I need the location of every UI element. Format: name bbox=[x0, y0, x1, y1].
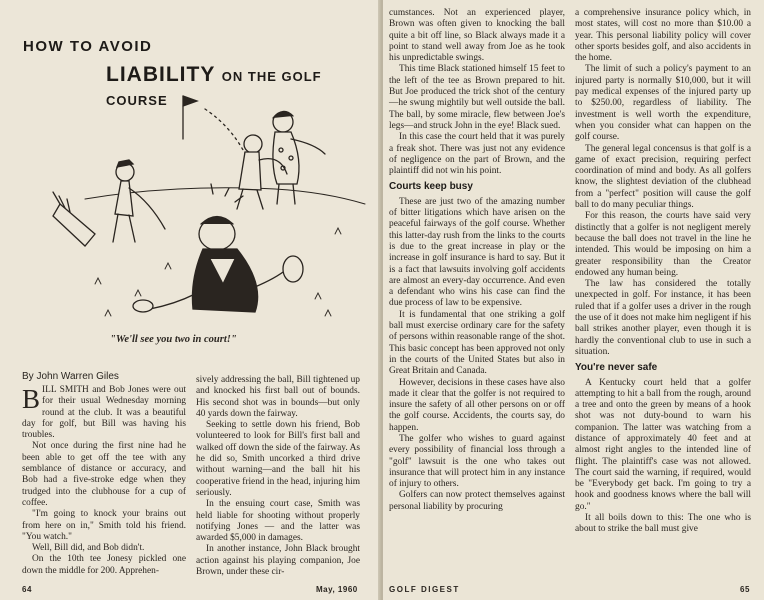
paragraph: The general legal concensus is that golf is a game of exact precision, requiring perfect coordination of mind and body. As all golfers know, the slightest deviation of the clubhead from a "perfect" position will cause the golf ball to do many peculiar things. bbox=[575, 143, 751, 211]
paragraph: This time Black stationed himself 15 feet to the left of the tee as Brown prepared to hit. But Joe produced the trick shot of the century—he swung mightily but well outside the ball. The ball, by some miracle, flew between Joe's legs—and struck John in the eye! Black sued. bbox=[389, 64, 565, 131]
column-1 bbox=[22, 385, 186, 577]
paragraph: ILL SMITH and Bob Jones were out for their usual Wednesday morning round at the club. It was a beautiful day for golf, but Bill was having his troubles. bbox=[22, 385, 186, 441]
paragraph: For this reason, the courts have said very distinctly that a golfer is not negligent merely because the ball does not travel in the line he intended. This would be imposing on him a greater responsibility than the Creator endowed any human being. bbox=[575, 211, 751, 278]
paragraph: The limit of such a policy's payment to an injured party is normally $10,000, but it will pay medical expenses of the injured party up to $250.00, regardless of liability. The investment is well worth the expenditure, when you consider what can happen on the golf course. bbox=[575, 64, 751, 143]
paragraph: "I'm going to knock your brains out from here on in," Smith told his friend. "You watch." bbox=[22, 509, 186, 542]
paragraph: It is fundamental that one striking a golf ball must exercise ordinary care for the safety of persons within reasonable range of the shot. This basic concept has been approved not only in the courts of the United States but also in Great Britain and Canada. bbox=[389, 309, 565, 377]
right-page-number: 65 bbox=[740, 585, 750, 594]
paragraph: These are just two of the amazing number of bitter litigations which have arisen on the peaceful fairways of the golf course. Whether this latter-day rush from the links to the courts is due to the great increase in play or the increase in golf insurance is hard to say. But it is a fact that lawsuits involving golf accidents are almost an every-day occurrence. And even a defendant who wins his case can find the due process of law to be expensive. bbox=[389, 196, 565, 309]
paragraph: Well, Bill did, and Bob didn't. bbox=[32, 543, 145, 554]
paragraph: cumstances. Not an experienced player, Brown was often given to knocking the ball quite a bit off line, so Black always made it a point to stand well away from Joe as he took his unpredictable swings. bbox=[389, 8, 565, 64]
left-page bbox=[0, 0, 381, 600]
paragraph: The law has considered the totally unexpected in golf. For instance, it has been ruled that if a golfer uses a driver in the rough the use of it does not make him negligent if his ball strikes another player, even though it is hardly the conventional club to use in such a situation. bbox=[575, 279, 752, 357]
illustration-caption: "We'll see you two in court!" bbox=[110, 334, 237, 345]
paragraph: It all boils down to this: The one who is about to strike the ball must give bbox=[575, 513, 751, 535]
issue-date: May, 1960 bbox=[316, 585, 358, 594]
cartoon-illustration bbox=[25, 84, 370, 336]
title-rest: ON THE GOLF COURSE bbox=[106, 69, 322, 108]
paragraph: Not once during the first nine had he been able to get off the tee with any semblance of distance or accuracy, and Bob had a five-stroke edge when they trudged into the clubhouse for a cup of coffee. bbox=[22, 441, 186, 508]
paragraph: sively addressing the ball, Bill tightened up and knocked his first ball out of bounds. His second shot was in bounds—but only 40 yards down the fairway. bbox=[196, 375, 360, 419]
left-page-number: 64 bbox=[22, 585, 32, 594]
column-3 bbox=[389, 8, 565, 513]
paragraph: In the ensuing court case, Smith was held liable for shooting without properly notifying Jones — and the latter was awarded $5,000 in damages. bbox=[196, 499, 360, 544]
paragraph: In this case the court held that it was purely a freak shot. There was just not any evidence of negligence on the part of Brown, and the plaintiff did not win his point. bbox=[389, 132, 565, 177]
paragraph: In another instance, John Black brought action against his playing companion, Joe Brown, under these cir- bbox=[196, 544, 360, 578]
drop-cap: B bbox=[22, 384, 41, 414]
column-4 bbox=[575, 8, 751, 536]
paragraph: On the 10th tee Jonesy pickled one down the middle for 200. Apprehen- bbox=[22, 554, 186, 576]
subheading: Courts keep busy bbox=[389, 181, 473, 193]
paragraph: However, decisions in these cases have also made it clear that the golfer is not required to insure the safety of all other persons on or off the golf course. Accidents, the courts say, do happen. bbox=[389, 377, 565, 433]
byline: By John Warren Giles bbox=[22, 371, 119, 382]
paragraph: a comprehensive insurance policy which, in most states, will cost no more than $10.00 a year. This personal liability policy will cover other sports besides golf, and also accidents in the home. bbox=[575, 8, 751, 64]
magazine-name: GOLF DIGEST bbox=[389, 585, 460, 594]
paragraph: Seeking to settle down his friend, Bob volunteered to look for Bill's first ball and walked off down the side of the fairway. As he did so, Smith uncorked a third drive without warning—and the ball hit his cooperative friend in the head, injuring him seriously. bbox=[196, 420, 360, 498]
subheading: You're never safe bbox=[575, 362, 658, 374]
title-line-1: HOW TO AVOID bbox=[23, 38, 153, 55]
title-liability: LIABILITY bbox=[106, 63, 215, 86]
paragraph: A Kentucky court held that a golfer attempting to hit a ball from the rough, around a tree and onto the green by means of a hook shot was not duty-bound to warn his companion. The latter was watching from a distance of approximately 40 feet and at almost right angles to the intended line of flight. The plaintiff's case was not allowed. The court said the warning, if required, would be "Everybody get back. I'm going to try a hook and goodness knows where the ball will go." bbox=[575, 377, 751, 512]
paragraph: Golfers can now protect themselves against personal liability by procuring bbox=[389, 490, 565, 512]
paragraph: The golfer who wishes to guard against every possibility of financial loss through a "golf" lawsuit is the one who takes out insurance that will protect him in any instance of injury to others. bbox=[389, 433, 565, 490]
column-2 bbox=[196, 375, 360, 578]
right-page bbox=[383, 0, 764, 600]
